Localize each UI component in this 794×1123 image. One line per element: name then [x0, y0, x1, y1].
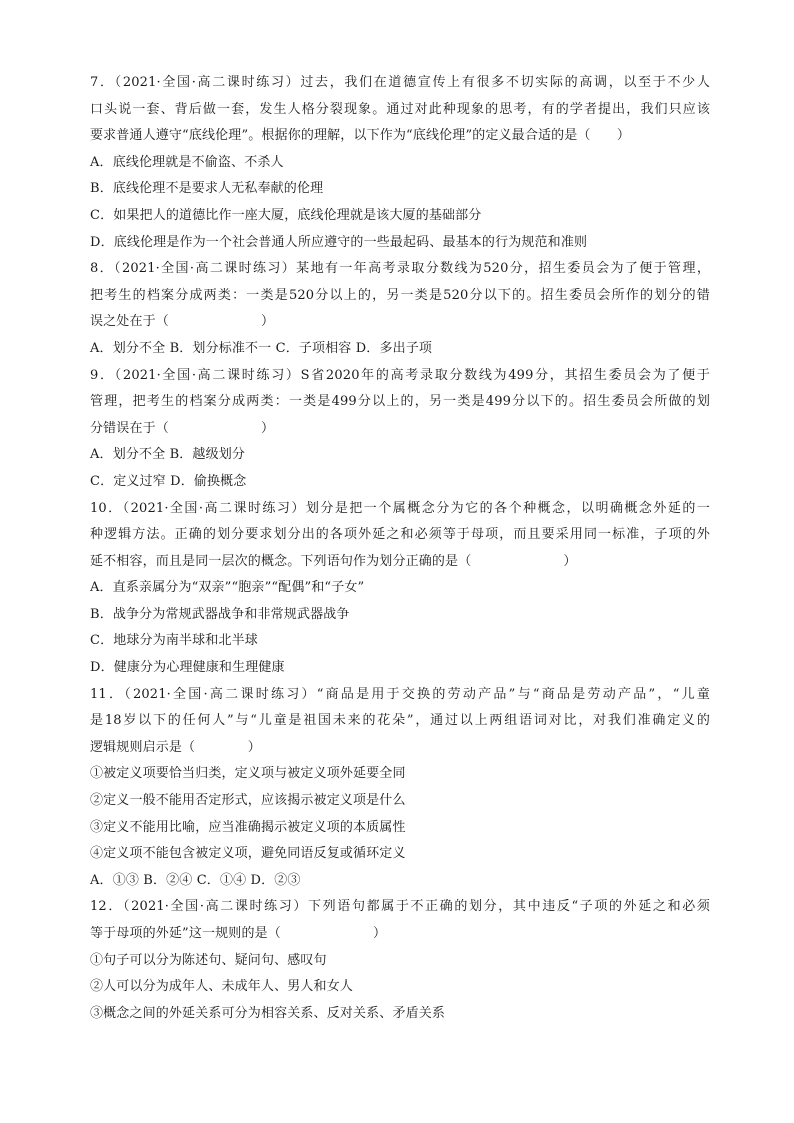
statement-item: ③定义不能用比喻，应当准确揭示被定义项的本质属性 — [90, 819, 406, 835]
question-stem-line: 要求普通人遵守“底线伦理”。根据你的理解，以下作为“底线伦理”的定义最合适的是（ ） — [90, 128, 631, 144]
question-stem-line: 管理，把考生的档案分成两类：一类是499分以上的，另一类是499分以下的。招生委员会所做的划 — [90, 394, 710, 410]
question-8 — [90, 256, 710, 362]
question-stem-line: 8．（2021·全国·高二课时练习）某地有一年高考录取分数线为520分，招生委员会为了便于管理， — [90, 261, 710, 277]
question-stem-line: 是18岁以下的任何人”与“儿童是祖国未来的花朵”，通过以上两组语词对比，对我们准确定义的 — [90, 713, 710, 729]
question-stem-line: 种逻辑方法。正确的划分要求划分出的各项外延之和必须等于母项，而且要采用同一标准，子项的外 — [90, 527, 710, 543]
question-stem-line: 逻辑规则启示是（ ） — [90, 739, 261, 755]
statement-item: ④定义项不能包含被定义项，避免同语反复或循环定义 — [90, 846, 406, 862]
statement-item: ①句子可以分为陈述句、疑问句、感叹句 — [90, 952, 327, 968]
question-stem-line: 延不相容，而且是同一层次的概念。下列语句作为划分正确的是（ ） — [90, 553, 577, 569]
question-11 — [90, 682, 710, 895]
question-stem-line: 7．（2021·全国·高二课时练习）过去，我们在道德宣传上有很多不切实际的高调，以至于不少人 — [90, 75, 710, 90]
question-stem-line: 9．（2021·全国·高二课时练习）S省2020年的高考录取分数线为499分，其招生委员会为了便于 — [90, 367, 710, 383]
answer-option: B．底线伦理不是要求人无私奉献的伦理 — [90, 181, 324, 197]
statement-item: ②定义一般不能用否定形式，应该揭示被定义项是什么 — [90, 793, 406, 809]
question-stem-line: 12．（2021·全国·高二课时练习）下列语句都属于不正确的划分，其中违反“子项的外延之和必须 — [90, 899, 710, 915]
question-7 — [90, 70, 710, 256]
answer-option: B．战争分为常规武器战争和非常规武器战争 — [90, 606, 350, 622]
answer-option: D．健康分为心理健康和生理健康 — [90, 660, 285, 676]
question-stem-line: 等于母项的外延”这一规则的是（ ） — [90, 926, 387, 941]
answer-option: A．底线伦理就是不偷盗、不杀人 — [90, 154, 284, 170]
answer-option: C．如果把人的道德比作一座大厦，底线伦理就是该大厦的基础部分 — [90, 207, 482, 223]
statement-item: ①被定义项要恰当归类，定义项与被定义项外延要全同 — [90, 766, 406, 782]
question-sheet — [90, 70, 710, 1027]
answer-options-inline: A．划分不全 B．划分标准不一 C．子项相容 D．多出子项 — [90, 340, 433, 356]
question-stem-line: 误之处在于（ ） — [90, 314, 275, 330]
answer-option: C．地球分为南半球和北半球 — [90, 633, 258, 649]
question-stem-line: 分错误在于（ ） — [90, 420, 275, 436]
answer-option: D．底线伦理是作为一个社会普通人所应遵守的一些最起码、最基本的行为规范和准则 — [90, 234, 588, 250]
question-12 — [90, 894, 710, 1027]
question-10 — [90, 496, 710, 682]
question-stem-line: 把考生的档案分成两类：一类是520分以上的，另一类是520分以下的。招生委员会所作的划分的错 — [90, 287, 710, 303]
question-stem-line: 10．（2021·全国·高二课时练习）划分是把一个属概念分为它的各个种概念，以明确概念外延的一 — [90, 500, 710, 516]
question-stem-line: 11．（2021·全国·高二课时练习）“商品是用于交换的劳动产品”与“商品是劳动产品”，“儿童 — [90, 686, 710, 702]
question-stem-line: 口头说一套、背后做一套，发生人格分裂现象。通过对此种现象的思考，有的学者提出，我们只应该 — [90, 101, 710, 117]
statement-item: ②人可以分为成年人、未成年人、男人和女人 — [90, 979, 354, 995]
answer-option: A．直系亲属分为“双亲”“胞亲”“配偶”和“子女” — [90, 580, 365, 596]
answer-options-inline: A．①③ B．②④ C．①④ D．②③ — [90, 872, 301, 888]
answer-options-inline: C．定义过窄 D．偷换概念 — [90, 473, 247, 489]
question-9 — [90, 363, 710, 496]
statement-item: ③概念之间的外延关系可分为相容关系、反对关系、矛盾关系 — [90, 1005, 446, 1021]
answer-options-inline: A．划分不全 B．越级划分 — [90, 447, 246, 463]
